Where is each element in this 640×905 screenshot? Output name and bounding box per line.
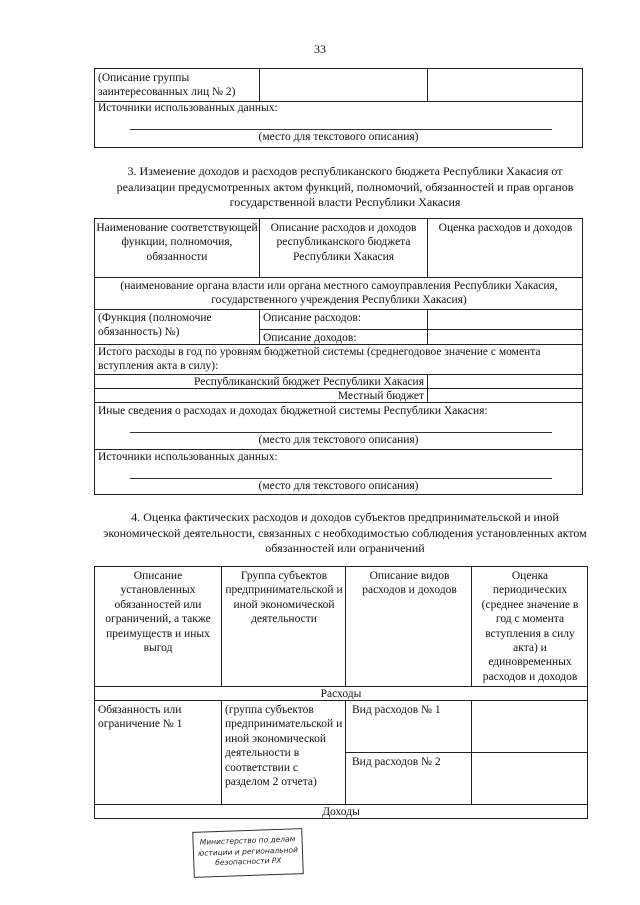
col-description-header: Описание расходов и доходов республиканского бюджета Республики Хакасия — [270, 222, 417, 263]
col-function-header: Наименование соответствующей функции, полномочия, обязанности — [96, 222, 258, 263]
text-placeholder: (место для текстового описания) — [258, 480, 419, 492]
income-label: Описание доходов: — [263, 332, 357, 344]
group-reference: (группа субъектов предпринимательской и иной экономической деятельности в соответствии с разделом 2 отчета) — [225, 704, 343, 789]
text-placeholder: (место для текстового описания) — [258, 434, 419, 446]
col-group-header: Группа субъектов предпринимательской и иной экономической деятельности — [225, 570, 343, 626]
col-estimate-header: Оценка расходов и доходов — [438, 222, 573, 234]
section-3-heading: 3. Изменение доходов и расходов республиканского бюджета Республики Хакасия от реализации предусмотренных актом функций, полномочий, обязанностей и прав органов государственной власти Республики Хакасия — [116, 164, 574, 209]
function-label: (Функция (полномочие обязанность) №) — [98, 312, 212, 339]
expense-type-2: Вид расходов № 2 — [352, 756, 441, 768]
org-note: (наименование органа власти или органа местного самоуправления Республики Хакасия, государственного учреждения Республики Хакасия) — [120, 280, 558, 307]
expenses-row: Расходы — [320, 688, 362, 700]
obligation-label: Обязанность или ограничение № 1 — [98, 704, 183, 731]
section-4-heading: 4. Оценка фактических расходов и доходов субъектов предпринимательской и иной экономической деятельности, связанных с необходимостью соблюдения установленных актом обязанностей или ограничений — [103, 510, 587, 555]
sources-label: Источники использованных данных: — [98, 102, 278, 114]
ministry-stamp: Министерство по делам юстиции и региональной безопасности РХ — [192, 828, 304, 878]
republican-budget-label: Республиканский бюджет Республики Хакасия — [193, 376, 424, 388]
expenses-label: Описание расходов: — [263, 312, 362, 324]
local-budget-label: Местный бюджет — [337, 390, 424, 402]
col-obligations-header: Описание установленных обязанностей или ограничений, а также преимуществ и иных выгод — [105, 570, 211, 655]
col-expense-types-header: Описание видов расходов и доходов — [362, 570, 457, 597]
group-label: (Описание группы заинтересованных лиц № 2) — [98, 72, 236, 99]
sources-label: Источники использованных данных: — [98, 451, 278, 463]
expense-type-1: Вид расходов № 1 — [352, 704, 441, 716]
other-info-label: Иные сведения о расходах и доходах бюджетной системы Республики Хакасия: — [98, 405, 488, 417]
income-row: Доходы — [322, 806, 360, 818]
totals-label: Истого расходы в год по уровням бюджетной системы (среднегодовое значение с момента вступления акта в силу): — [98, 346, 541, 373]
page-number: 33 — [314, 42, 326, 56]
col-estimate-header: Оценка периодических (среднее значение в год с момента вступления в силу акта) и единовременных расходов и доходов — [481, 570, 579, 683]
text-placeholder: (место для текстового описания) — [258, 131, 419, 143]
